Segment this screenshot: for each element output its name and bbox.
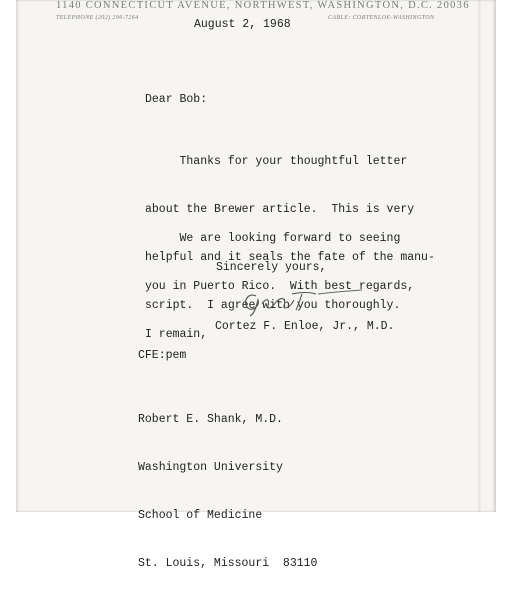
recipient-line: School of Medicine (138, 509, 263, 522)
recipient-address (138, 380, 317, 604)
sender-name: Cortez F. Enloe, Jr., M.D. (215, 320, 395, 333)
letterhead-cable: CABLE: CORTENLOE-WASHINGTON (328, 15, 435, 21)
letterhead-address: 1140 CONNECTICUT AVENUE, NORTHWEST, WASHINGTON, D.C. 20036 (56, 0, 470, 11)
salutation: Dear Bob: (145, 93, 208, 106)
recipient-line: St. Louis, Missouri 83110 (138, 557, 318, 570)
paper-edge-shadow (478, 0, 482, 512)
recipient-line: Washington University (138, 461, 283, 474)
recipient-line: Robert E. Shank, M.D. (138, 413, 283, 426)
paragraph-2-line: you in Puerto Rico. With best regards, (145, 280, 415, 293)
paragraph-2-line: I remain, (145, 328, 208, 341)
paragraph-1-line: Thanks for your thoughtful letter (145, 155, 408, 168)
paragraph-2-line: We are looking forward to seeing (145, 232, 401, 245)
paragraph-1-line: script. I agree with you thoroughly. (145, 299, 401, 312)
handwritten-signature-icon (236, 282, 366, 318)
typist-initials: CFE:pem (138, 349, 187, 362)
paragraph-1-line: helpful and it seals the fate of the manu- (145, 251, 435, 264)
paragraph-1-line: about the Brewer article. This is very (145, 203, 415, 216)
letter-date: August 2, 1968 (194, 18, 291, 31)
closing: Sincerely yours, (216, 261, 327, 274)
letterhead-telephone: TELEPHONE (202) 296-7264 (56, 15, 139, 21)
